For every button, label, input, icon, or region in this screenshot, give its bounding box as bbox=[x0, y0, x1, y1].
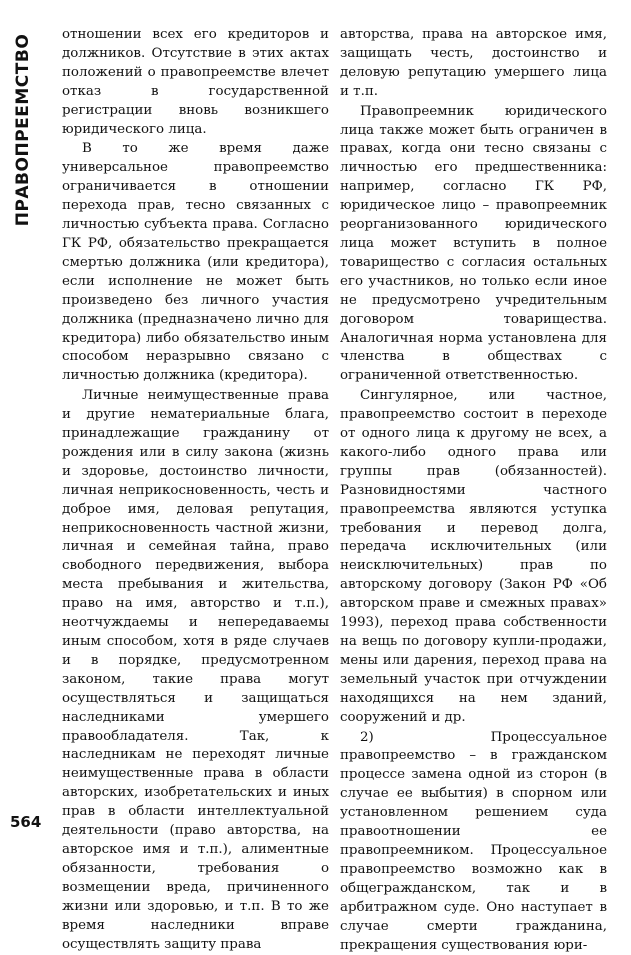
left-paragraph-3: Личные неимущественные права и другие нематериальные блага, принадлежащие гражданину от рождения или в силу закона (жизнь и здоровье, достоинство личности, личная неприкосновенность, честь и доброе имя, деловая репутация, неприкосновенность частной жизни, личная и семейная тайна, право свободного передвижения, выбора места пребывания и жительства, право на имя, авторство и т.п.), неотчуждаемы и непередаваемы иным способом, хотя в ряде случаев и в порядке, предусмотренном законом, такие права могут осуществляться и защищаться наследниками умершего правообладателя. Так, к наследникам не переходят личные неимущественные права в области авторских, изобретательских и иных прав в области интеллектуальной деятельности (право авторства, на авторское имя и т.п.), алиментные обязанности, требования о возмещении вреда, причиненного жизни или здоровью, и т.п. В то же время наследники вправе осуществлять защиту права bbox=[62, 388, 329, 952]
left-paragraph-2: В то же время даже универсальное правопреемство ограничивается в отношении перехода прав, тесно связанных с личностью субъекта права. Согласно ГК РФ, обязательство прекращается смертью должника (или кредитора), если исполнение не может быть произведено без личного участия должника (предназначено лично для кредитора) либо обязательство иным способом неразрывно связано с личностью должника (кредитора). bbox=[62, 141, 329, 384]
left-column bbox=[62, 26, 329, 954]
left-paragraph-1: отношении всех его кредиторов и должников. Отсутствие в этих актах положений о правопреемстве влечет отказ в государственной регистрации вновь возникшего юридического лица. bbox=[62, 27, 329, 137]
right-column bbox=[340, 26, 607, 955]
right-paragraph-4: 2) Процессуальное правопреемство – в гражданском процессе замена одной из сторон (в случае ее выбытия) в спорном или установленном решением суда правоотношении ее правопреемником. Процессуальное правопреемство возможно как в общегражданском, так и в арбитражном суде. Оно наступает в случае смерти гражданина, прекращения существования юри- bbox=[340, 729, 607, 953]
right-paragraph-1: авторства, права на авторское имя, защищать честь, достоинство и деловую репутацию умершего лица и т.п. bbox=[340, 27, 607, 99]
right-paragraph-3: Сингулярное, или частное, правопреемство состоит в переходе от одного лица к другому не всех, а какого-либо одного права или группы прав (обязанностей). Разновидностями частного правопреемства являются уступка требования и перевод долга, передача исключительных (или неисключительных) прав по авторскому договору (Закон РФ «Об авторском праве и смежных правах» 1993), переход права собственности на вещь по договору купли-продажи, мены или дарения, переход права на земельный участок при отчуждении находящихся на нем зданий, сооружений и др. bbox=[340, 388, 607, 725]
page-number: 564 bbox=[10, 813, 42, 831]
running-head-text: ПРАВОПРЕЕМСТВО bbox=[13, 33, 33, 227]
right-paragraph-2: Правопреемник юридического лица также может быть ограничен в правах, когда они тесно связаны с личностью его предшественника: например, согласно ГК РФ, юридическое лицо – правопреемник реорганизованного юридического лица может вступить в полное товарищество с согласия остальных его участников, но только если иное не предусмотрено учредительным договором товарищества. Аналогичная норма установлена для членства в обществах с ограниченной ответственностью. bbox=[340, 103, 607, 384]
running-head bbox=[4, 30, 42, 230]
